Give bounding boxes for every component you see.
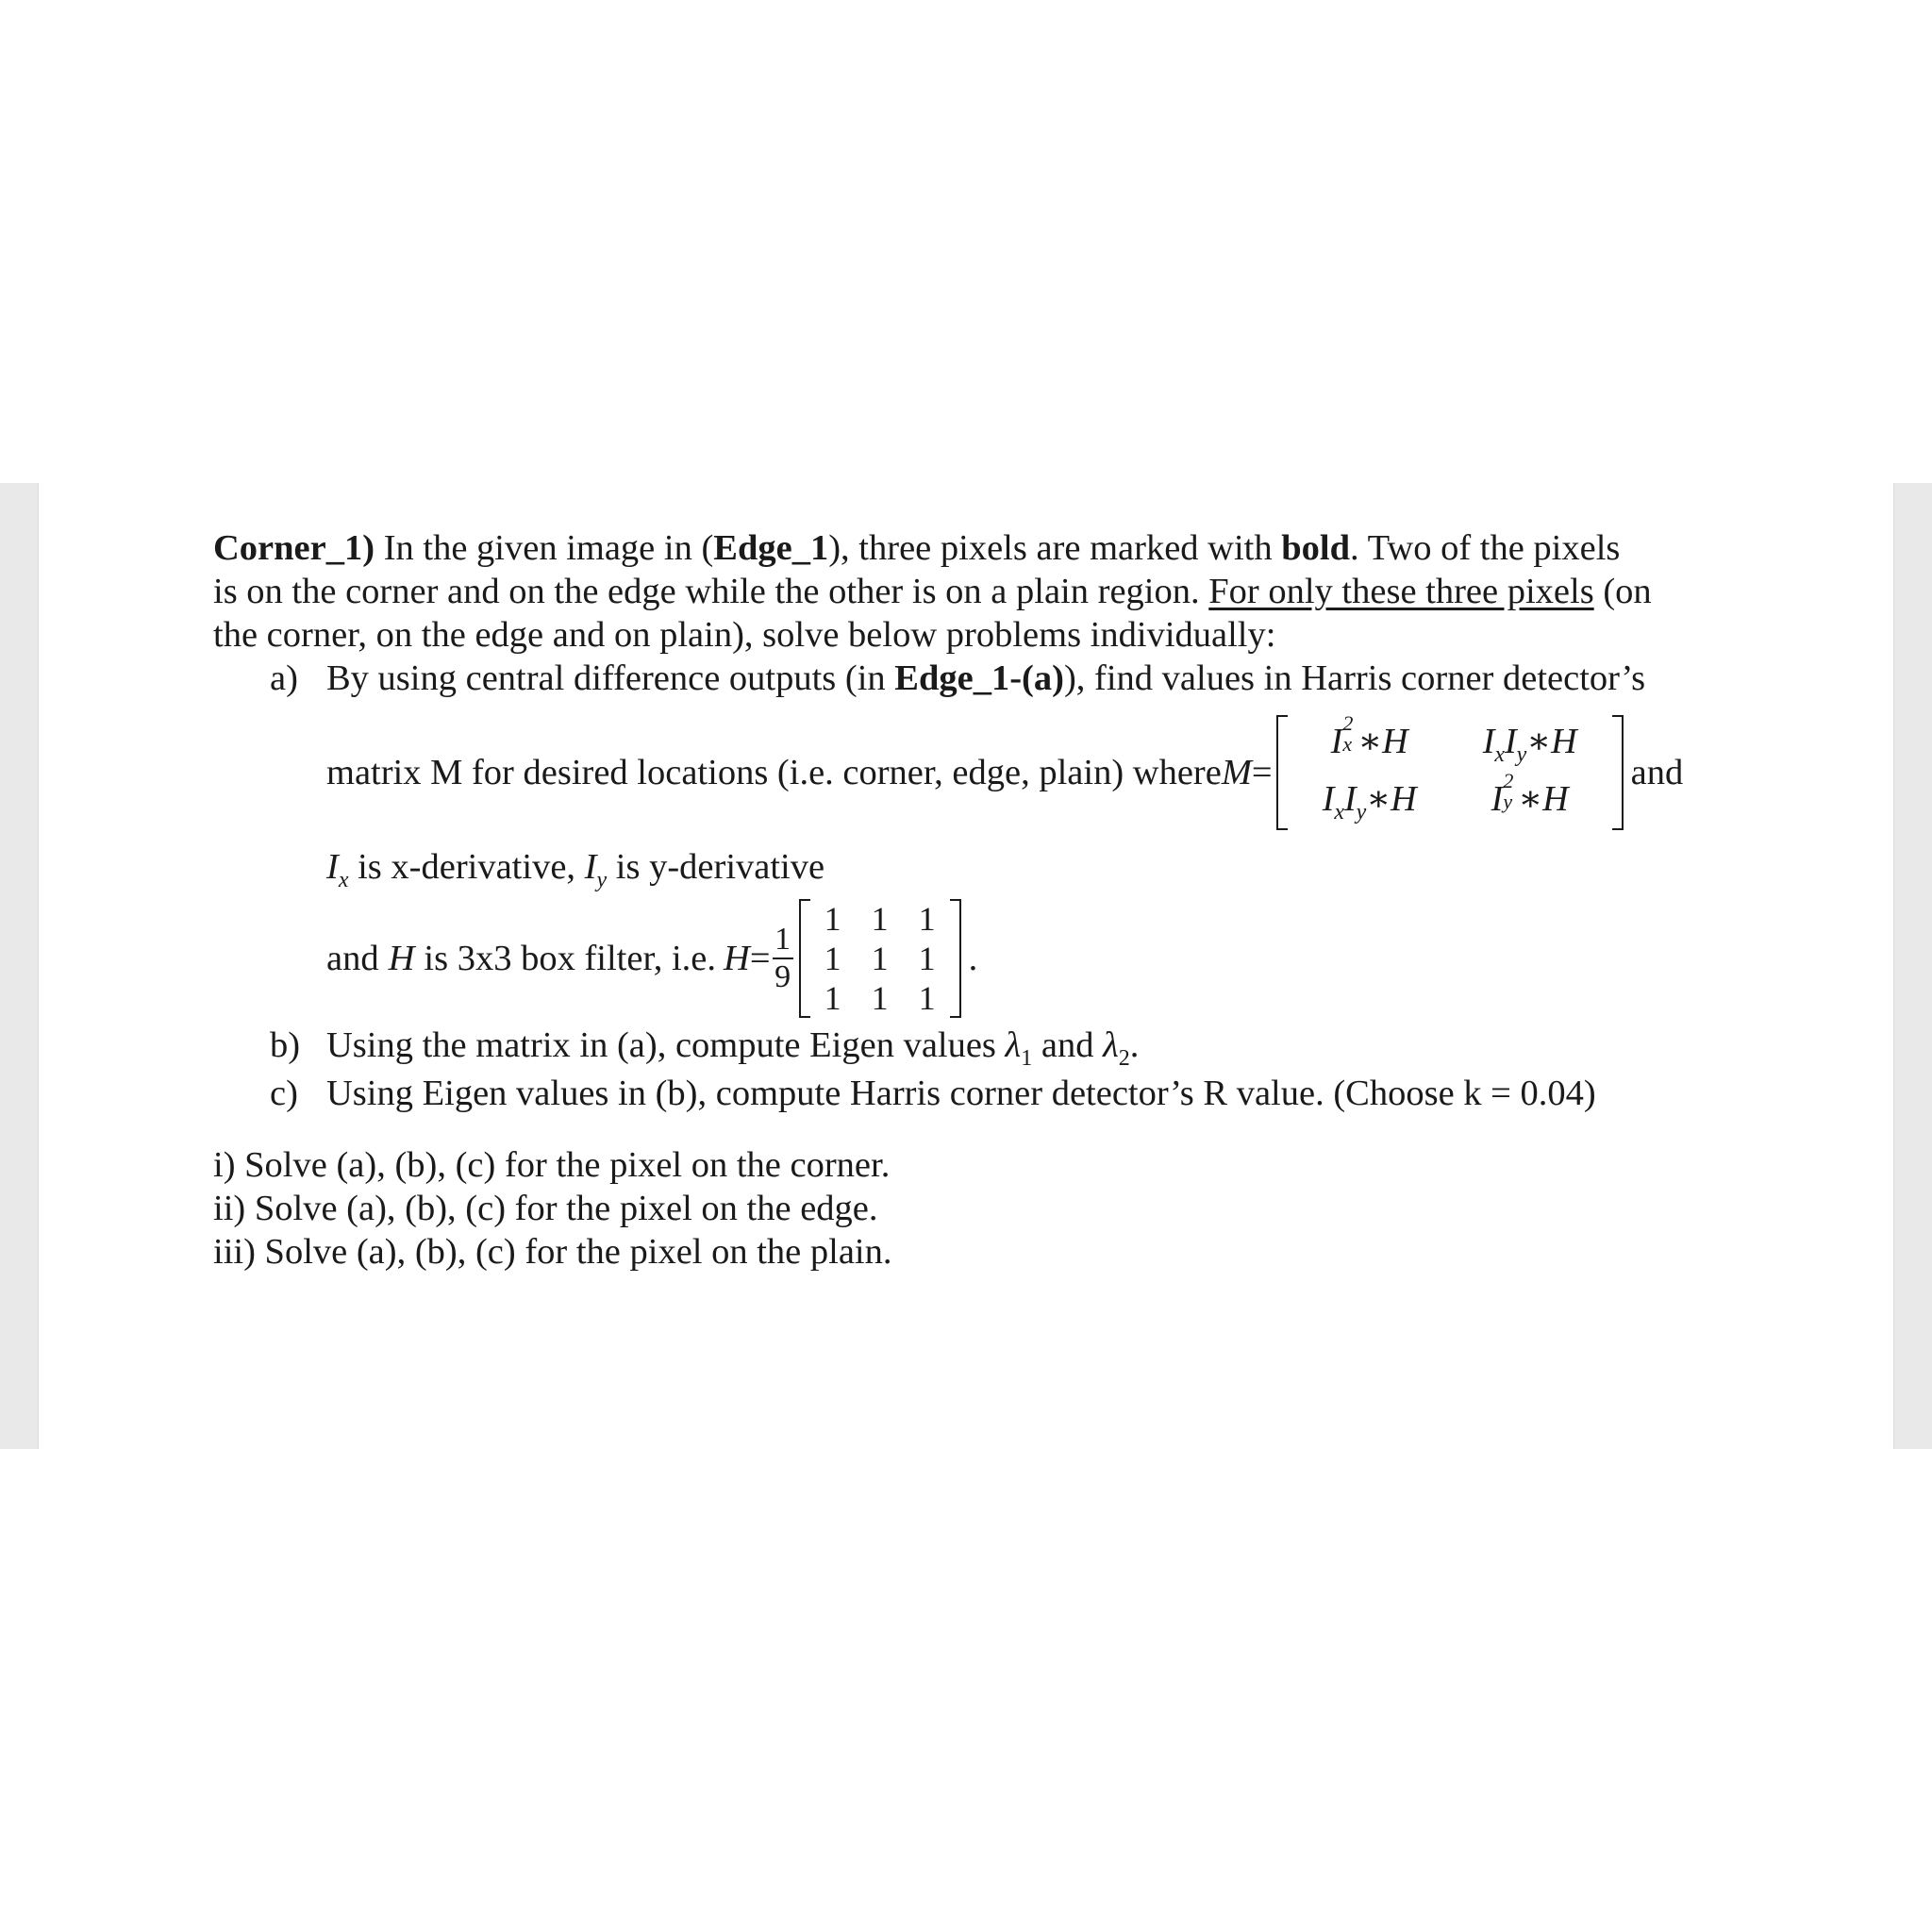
part-c	[213, 1072, 1704, 1115]
subtask-corner: i) Solve (a), (b), (c) for the pixel on the corner.	[213, 1145, 891, 1185]
fraction-denominator: 9	[774, 959, 791, 994]
part-b-text: Using the matrix in (a), compute Eigen values	[326, 1025, 1006, 1065]
part-b-marker: b)	[270, 1025, 301, 1065]
box-matrix-right-bracket	[950, 899, 961, 1018]
part-a-line3-text-2: is y-derivative	[607, 847, 825, 887]
box-filter-row	[326, 899, 1704, 1018]
intro-line2a: is on the corner and on the edge while the other is on a plain region.	[213, 572, 1209, 611]
matrix-m-row	[326, 711, 1704, 830]
h-symbol-2: H	[724, 939, 750, 978]
part-a-line2: matrix M for desired locations (i.e. corner, edge, plain) where	[326, 753, 1222, 792]
matrix-m-right-bracket	[1612, 715, 1624, 830]
part-a-line3	[326, 845, 1704, 893]
box-matrix-left-bracket	[799, 899, 810, 1018]
frame-left-edge	[0, 483, 39, 1449]
lambda1-symbol: λ	[1005, 1025, 1022, 1065]
lambda2-symbol: λ	[1103, 1025, 1119, 1065]
subtask-edge: ii) Solve (a), (b), (c) for the pixel on the edge.	[213, 1189, 878, 1228]
problem-title: Corner_1)	[213, 528, 375, 568]
intro-text-3: . Two of the pixels	[1350, 528, 1621, 568]
part-a-line4-text-1: and	[326, 939, 379, 978]
equals-sign-2: =	[749, 939, 771, 978]
and-word: and	[1630, 753, 1684, 792]
iy-subscript: y	[596, 868, 608, 892]
matrix-m-cell-11: I 2 x ∗H	[1330, 711, 1408, 761]
problem-text	[213, 526, 1704, 1274]
box-filter-matrix	[799, 899, 961, 1018]
box-cell: 1	[918, 979, 936, 1017]
lambda1-subscript: 1	[1021, 1046, 1033, 1071]
intro-text-2: ), three pixels are marked with	[828, 528, 1282, 568]
part-b-and: and	[1032, 1025, 1104, 1065]
part-c-marker: c)	[270, 1074, 298, 1113]
intro-ref-edge1: Edge_1	[713, 528, 829, 568]
intro-text-1: In the given image in (	[375, 528, 714, 568]
part-a-line1	[326, 657, 1704, 700]
part-a-text-1: By using central difference outputs (in	[326, 658, 895, 698]
part-b-period: .	[1129, 1025, 1140, 1065]
intro-paragraph	[213, 526, 1704, 657]
box-cell: 1	[824, 979, 841, 1017]
part-c-text: Using Eigen values in (b), compute Harris corner detector’s R value. (Choose k = 0.04)	[326, 1074, 1596, 1113]
matrix-m-cell-22: I 2 y ∗H	[1491, 769, 1569, 819]
box-cell: 1	[918, 940, 936, 977]
fraction-numerator: 1	[774, 922, 791, 957]
part-a-marker: a)	[270, 658, 298, 698]
matrix-m-cell-12: $I_xI_y∗H$	[1482, 722, 1577, 767]
equals-sign: =	[1251, 753, 1273, 792]
part-a	[213, 657, 1704, 1018]
part-b-line	[326, 1024, 1704, 1072]
box-cell: 1	[824, 940, 841, 977]
iy-symbol: I	[584, 847, 597, 887]
box-cell: 1	[871, 900, 889, 938]
subtask-list	[213, 1143, 1704, 1274]
ix-symbol: I	[326, 847, 339, 887]
fraction-one-ninth	[773, 924, 793, 993]
intro-underlined: For only these three pixels	[1208, 572, 1594, 611]
h-symbol: H	[388, 939, 415, 978]
lambda2-subscript: 2	[1118, 1046, 1130, 1071]
frame-right-edge	[1893, 483, 1932, 1449]
subtask-plain: iii) Solve (a), (b), (c) for the pixel on the plain.	[213, 1232, 892, 1272]
part-a-ref: Edge_1-(a)	[894, 658, 1064, 698]
box-cell: 1	[918, 900, 936, 938]
part-a-line4-text-2: is 3x3 box filter, i.e.	[424, 939, 717, 978]
part-b	[213, 1024, 1704, 1072]
m-symbol: M	[1221, 753, 1252, 792]
matrix-m-left-bracket	[1276, 715, 1288, 830]
ix-subscript: x	[338, 868, 349, 892]
intro-line3: the corner, on the edge and on plain), solve below problems individually:	[213, 615, 1276, 655]
box-cell: 1	[871, 940, 889, 977]
matrix-m-cell-21: $I_xI_y∗H$	[1322, 779, 1417, 824]
intro-bold-word: bold	[1281, 528, 1351, 568]
intro-line2b: (on	[1593, 572, 1652, 611]
box-cell: 1	[824, 900, 841, 938]
part-a-line3-text-1: is x-derivative,	[348, 847, 585, 887]
matrix-m	[1276, 711, 1624, 830]
box-cell: 1	[871, 979, 889, 1017]
part-a-text-2: ), find values in Harris corner detector’s	[1063, 658, 1646, 698]
box-filter-period: .	[968, 939, 978, 978]
